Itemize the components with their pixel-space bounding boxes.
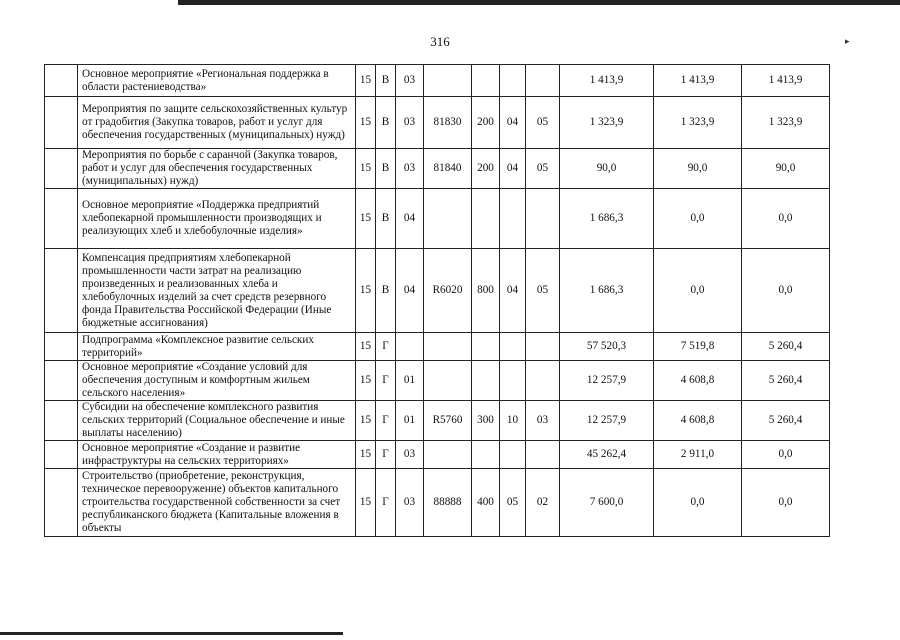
- row-code-cell-c6: 04: [500, 149, 526, 189]
- row-code-cell-c4: [424, 65, 472, 97]
- table-row: [45, 441, 830, 469]
- row-code-cell-c6: 04: [500, 249, 526, 333]
- row-name-cell: Строительство (приобретение, реконструкция, техническое перевооружение) объектов капитального строительства государственной собственности за счет республиканского бюджета (Капитальные вложения в объекты: [78, 469, 356, 537]
- row-code-cell-c5: 300: [472, 401, 500, 441]
- row-code-cell-c2: В: [376, 149, 396, 189]
- row-amount-cell-v2: 0,0: [654, 469, 742, 537]
- row-code-cell-c5: [472, 189, 500, 249]
- row-margin-cell: [45, 65, 78, 97]
- row-code-cell-c6: [500, 189, 526, 249]
- row-code-cell-c3: [396, 333, 424, 361]
- row-code-cell-c1: 15: [356, 469, 376, 537]
- row-margin-cell: [45, 189, 78, 249]
- row-amount-cell-v1: 1 413,9: [560, 65, 654, 97]
- row-code-cell-c7: [526, 189, 560, 249]
- row-code-cell-c5: 400: [472, 469, 500, 537]
- page-number: 316: [430, 34, 450, 49]
- table-row: [45, 149, 830, 189]
- row-margin-cell: [45, 441, 78, 469]
- row-margin-cell: [45, 361, 78, 401]
- row-name-cell: Основное мероприятие «Создание условий для обеспечения доступным и комфортным жильем сельского населения»: [78, 361, 356, 401]
- row-code-cell-c1: 15: [356, 97, 376, 149]
- table-row: [45, 469, 830, 537]
- row-code-cell-c6: [500, 333, 526, 361]
- row-code-cell-c3: 03: [396, 65, 424, 97]
- row-code-cell-c1: 15: [356, 401, 376, 441]
- top-rule: [178, 0, 900, 5]
- row-margin-cell: [45, 401, 78, 441]
- row-code-cell-c1: 15: [356, 361, 376, 401]
- row-code-cell-c7: [526, 361, 560, 401]
- row-code-cell-c2: В: [376, 189, 396, 249]
- row-code-cell-c6: [500, 65, 526, 97]
- row-code-cell-c4: R5760: [424, 401, 472, 441]
- row-amount-cell-v1: 1 323,9: [560, 97, 654, 149]
- row-code-cell-c4: 81830: [424, 97, 472, 149]
- row-code-cell-c5: [472, 65, 500, 97]
- row-amount-cell-v2: 1 323,9: [654, 97, 742, 149]
- row-code-cell-c5: [472, 361, 500, 401]
- row-name-cell: Мероприятия по защите сельскохозяйственных культур от градобития (Закупка товаров, работ и услуг для обеспечения государственных (муниципальных) нужд): [78, 97, 356, 149]
- row-margin-cell: [45, 149, 78, 189]
- row-code-cell-c4: R6020: [424, 249, 472, 333]
- row-code-cell-c5: 800: [472, 249, 500, 333]
- row-amount-cell-v1: 12 257,9: [560, 401, 654, 441]
- row-code-cell-c7: [526, 441, 560, 469]
- row-code-cell-c2: Г: [376, 401, 396, 441]
- row-code-cell-c3: 04: [396, 249, 424, 333]
- row-margin-cell: [45, 97, 78, 149]
- row-code-cell-c4: 81840: [424, 149, 472, 189]
- row-amount-cell-v3: 0,0: [742, 249, 830, 333]
- row-code-cell-c2: Г: [376, 333, 396, 361]
- row-code-cell-c1: 15: [356, 189, 376, 249]
- table-row: [45, 249, 830, 333]
- row-code-cell-c3: 03: [396, 97, 424, 149]
- table-row: [45, 97, 830, 149]
- row-name-cell: Подпрограмма «Комплексное развитие сельских территорий»: [78, 333, 356, 361]
- row-amount-cell-v3: 0,0: [742, 441, 830, 469]
- row-code-cell-c7: 03: [526, 401, 560, 441]
- row-margin-cell: [45, 333, 78, 361]
- budget-table: [44, 64, 830, 537]
- row-code-cell-c3: 03: [396, 149, 424, 189]
- row-code-cell-c2: В: [376, 97, 396, 149]
- row-code-cell-c6: [500, 441, 526, 469]
- row-amount-cell-v1: 57 520,3: [560, 333, 654, 361]
- row-code-cell-c5: [472, 333, 500, 361]
- row-amount-cell-v3: 5 260,4: [742, 361, 830, 401]
- row-amount-cell-v2: 0,0: [654, 189, 742, 249]
- row-amount-cell-v2: 7 519,8: [654, 333, 742, 361]
- row-amount-cell-v3: 1 323,9: [742, 97, 830, 149]
- row-amount-cell-v2: 1 413,9: [654, 65, 742, 97]
- row-code-cell-c7: 05: [526, 97, 560, 149]
- row-amount-cell-v2: 90,0: [654, 149, 742, 189]
- row-code-cell-c1: 15: [356, 149, 376, 189]
- row-amount-cell-v3: 0,0: [742, 189, 830, 249]
- row-name-cell: Мероприятия по борьбе с саранчой (Закупка товаров, работ и услуг для обеспечения государственных (муниципальных) нужд): [78, 149, 356, 189]
- row-amount-cell-v3: 90,0: [742, 149, 830, 189]
- row-code-cell-c1: 15: [356, 249, 376, 333]
- row-code-cell-c3: 01: [396, 361, 424, 401]
- row-code-cell-c2: Г: [376, 361, 396, 401]
- row-code-cell-c3: 03: [396, 469, 424, 537]
- row-code-cell-c1: 15: [356, 65, 376, 97]
- row-code-cell-c7: [526, 65, 560, 97]
- row-code-cell-c2: В: [376, 65, 396, 97]
- row-code-cell-c5: [472, 441, 500, 469]
- row-amount-cell-v3: 5 260,4: [742, 401, 830, 441]
- row-code-cell-c5: 200: [472, 149, 500, 189]
- row-code-cell-c7: 05: [526, 149, 560, 189]
- row-code-cell-c1: 15: [356, 333, 376, 361]
- row-code-cell-c4: [424, 361, 472, 401]
- row-amount-cell-v1: 1 686,3: [560, 249, 654, 333]
- row-name-cell: Компенсация предприятиям хлебопекарной промышленности части затрат на реализацию произведенных и реализованных хлеба и хлебобулочных изделий за счет средств резервного фонда Правительства Российской Федерации (Иные бюджетные ассигнования): [78, 249, 356, 333]
- row-name-cell: Основное мероприятие «Региональная поддержка в области растениеводства»: [78, 65, 356, 97]
- row-code-cell-c3: 04: [396, 189, 424, 249]
- row-code-cell-c4: 88888: [424, 469, 472, 537]
- row-amount-cell-v3: 0,0: [742, 469, 830, 537]
- row-code-cell-c1: 15: [356, 441, 376, 469]
- row-code-cell-c7: 02: [526, 469, 560, 537]
- row-amount-cell-v2: 4 608,8: [654, 361, 742, 401]
- row-code-cell-c6: 04: [500, 97, 526, 149]
- row-amount-cell-v1: 45 262,4: [560, 441, 654, 469]
- row-margin-cell: [45, 469, 78, 537]
- budget-table-body: [45, 65, 830, 537]
- bottom-rule: [0, 632, 343, 635]
- row-code-cell-c2: В: [376, 249, 396, 333]
- row-margin-cell: [45, 249, 78, 333]
- row-amount-cell-v2: 4 608,8: [654, 401, 742, 441]
- row-code-cell-c6: 10: [500, 401, 526, 441]
- row-amount-cell-v1: 12 257,9: [560, 361, 654, 401]
- row-code-cell-c3: 01: [396, 401, 424, 441]
- table-row: [45, 361, 830, 401]
- row-code-cell-c4: [424, 189, 472, 249]
- row-code-cell-c6: [500, 361, 526, 401]
- row-code-cell-c7: 05: [526, 249, 560, 333]
- row-amount-cell-v2: 2 911,0: [654, 441, 742, 469]
- row-code-cell-c4: [424, 441, 472, 469]
- row-amount-cell-v3: 1 413,9: [742, 65, 830, 97]
- table-row: [45, 189, 830, 249]
- row-name-cell: Основное мероприятие «Поддержка предприятий хлебопекарной промышленности производящих и реализующих хлеб и хлебобулочные изделия»: [78, 189, 356, 249]
- corner-mark-icon: ▸: [845, 36, 850, 46]
- table-row: [45, 401, 830, 441]
- row-amount-cell-v1: 7 600,0: [560, 469, 654, 537]
- row-name-cell: Субсидии на обеспечение комплексного развития сельских территорий (Социальное обеспечение и иные выплаты населению): [78, 401, 356, 441]
- row-amount-cell-v1: 90,0: [560, 149, 654, 189]
- row-code-cell-c7: [526, 333, 560, 361]
- row-amount-cell-v3: 5 260,4: [742, 333, 830, 361]
- row-code-cell-c6: 05: [500, 469, 526, 537]
- row-code-cell-c5: 200: [472, 97, 500, 149]
- row-code-cell-c2: Г: [376, 441, 396, 469]
- row-code-cell-c4: [424, 333, 472, 361]
- row-amount-cell-v2: 0,0: [654, 249, 742, 333]
- row-code-cell-c2: Г: [376, 469, 396, 537]
- row-code-cell-c3: 03: [396, 441, 424, 469]
- row-amount-cell-v1: 1 686,3: [560, 189, 654, 249]
- table-row: [45, 333, 830, 361]
- row-name-cell: Основное мероприятие «Создание и развитие инфраструктуры на сельских территориях»: [78, 441, 356, 469]
- table-row: [45, 65, 830, 97]
